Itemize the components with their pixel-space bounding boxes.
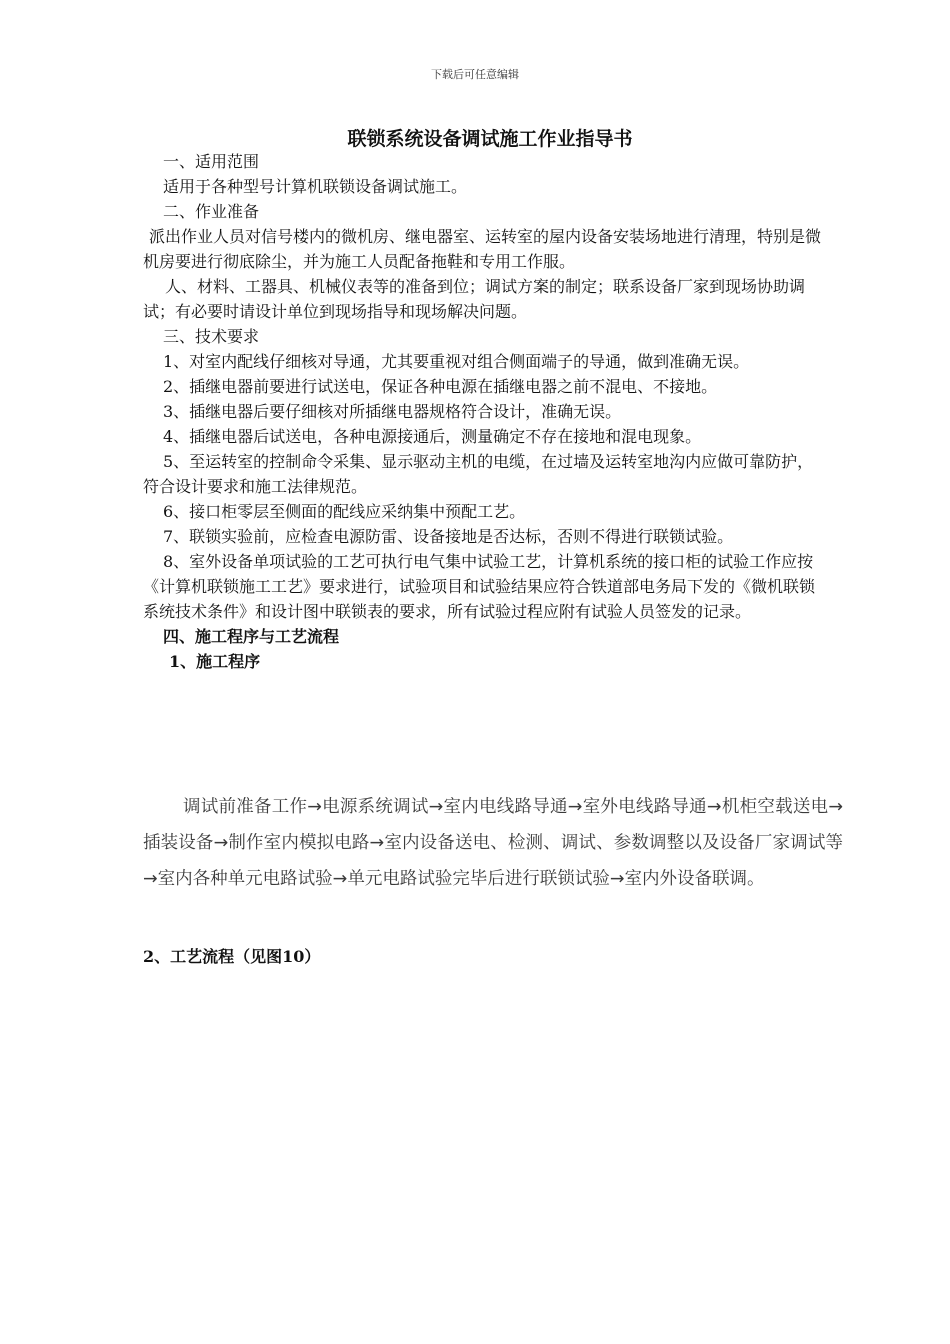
- scope-text: 适用于各种型号计算机联锁设备调试施工。: [163, 177, 468, 196]
- requirement-item: 8、室外设备单项试验的工艺可执行电气集中试验工艺，计算机系统的接口柜的试验工作应按《计算机联锁施工工艺》要求进行，试验项目和试验结果应符合铁道部电务局下发的《微机联锁系统技术条件》和设计图中联锁表的要求，所有试验过程应附有试验人员签发的记录。: [143, 552, 816, 621]
- requirement-item: 1、对室内配线仔细核对导通，尤其要重视对组合侧面端子的导通，做到准确无误。: [163, 352, 750, 371]
- document-title: 联锁系统设备调试施工作业指导书: [347, 128, 633, 150]
- section-heading-requirements: 三、技术要求: [163, 327, 260, 346]
- subheading-construction-procedure: 1、施工程序: [169, 652, 261, 671]
- preparation-paragraph-1: 派出作业人员对信号楼内的微机房、继电器室、运转室的屋内设备安装场地进行清理，特别是微机房要进行彻底除尘，并为施工人员配备拖鞋和专用工作服。: [143, 227, 822, 271]
- section-heading-procedure: 四、施工程序与工艺流程: [163, 627, 340, 646]
- section-heading-scope: 一、适用范围: [163, 152, 260, 171]
- procedure-flow-text: 调试前准备工作→电源系统调试→室内电线路导通→室外电线路导通→机柜空载送电→插装设备→制作室内模拟电路→室内设备送电、检测、调试、参数调整以及设备厂家调试等→室内各种单元电路试验→单元电路试验完毕后进行联锁试验→室内外设备联调。: [143, 797, 843, 889]
- requirement-item: 7、联锁实验前，应检查电源防雷、设备接地是否达标，否则不得进行联锁试验。: [163, 527, 734, 546]
- requirement-item: 6、接口柜零层至侧面的配线应采纳集中预配工艺。: [163, 502, 526, 521]
- header-note: 下载后可任意编辑: [431, 68, 519, 81]
- subheading-process-flow: 2、工艺流程（见图10）: [143, 947, 321, 966]
- preparation-paragraph-2: 人、材料、工器具、机械仪表等的准备到位；调试方案的制定；联系设备厂家到现场协助调试；有必要时请设计单位到现场指导和现场解决问题。: [143, 277, 806, 321]
- document-body: [143, 149, 823, 674]
- section-heading-preparation: 二、作业准备: [163, 202, 260, 221]
- requirement-item: 3、插继电器后要仔细核对所插继电器规格符合设计，准确无误。: [163, 402, 622, 421]
- requirement-item: 2、插继电器前要进行试送电，保证各种电源在插继电器之前不混电、不接地。: [163, 377, 718, 396]
- requirement-item: 5、至运转室的控制命令采集、显示驱动主机的电缆，在过墙及运转室地沟内应做可靠防护，符合设计要求和施工法律规范。: [143, 452, 814, 496]
- requirement-item: 4、插继电器后试送电，各种电源接通后，测量确定不存在接地和混电现象。: [163, 427, 702, 446]
